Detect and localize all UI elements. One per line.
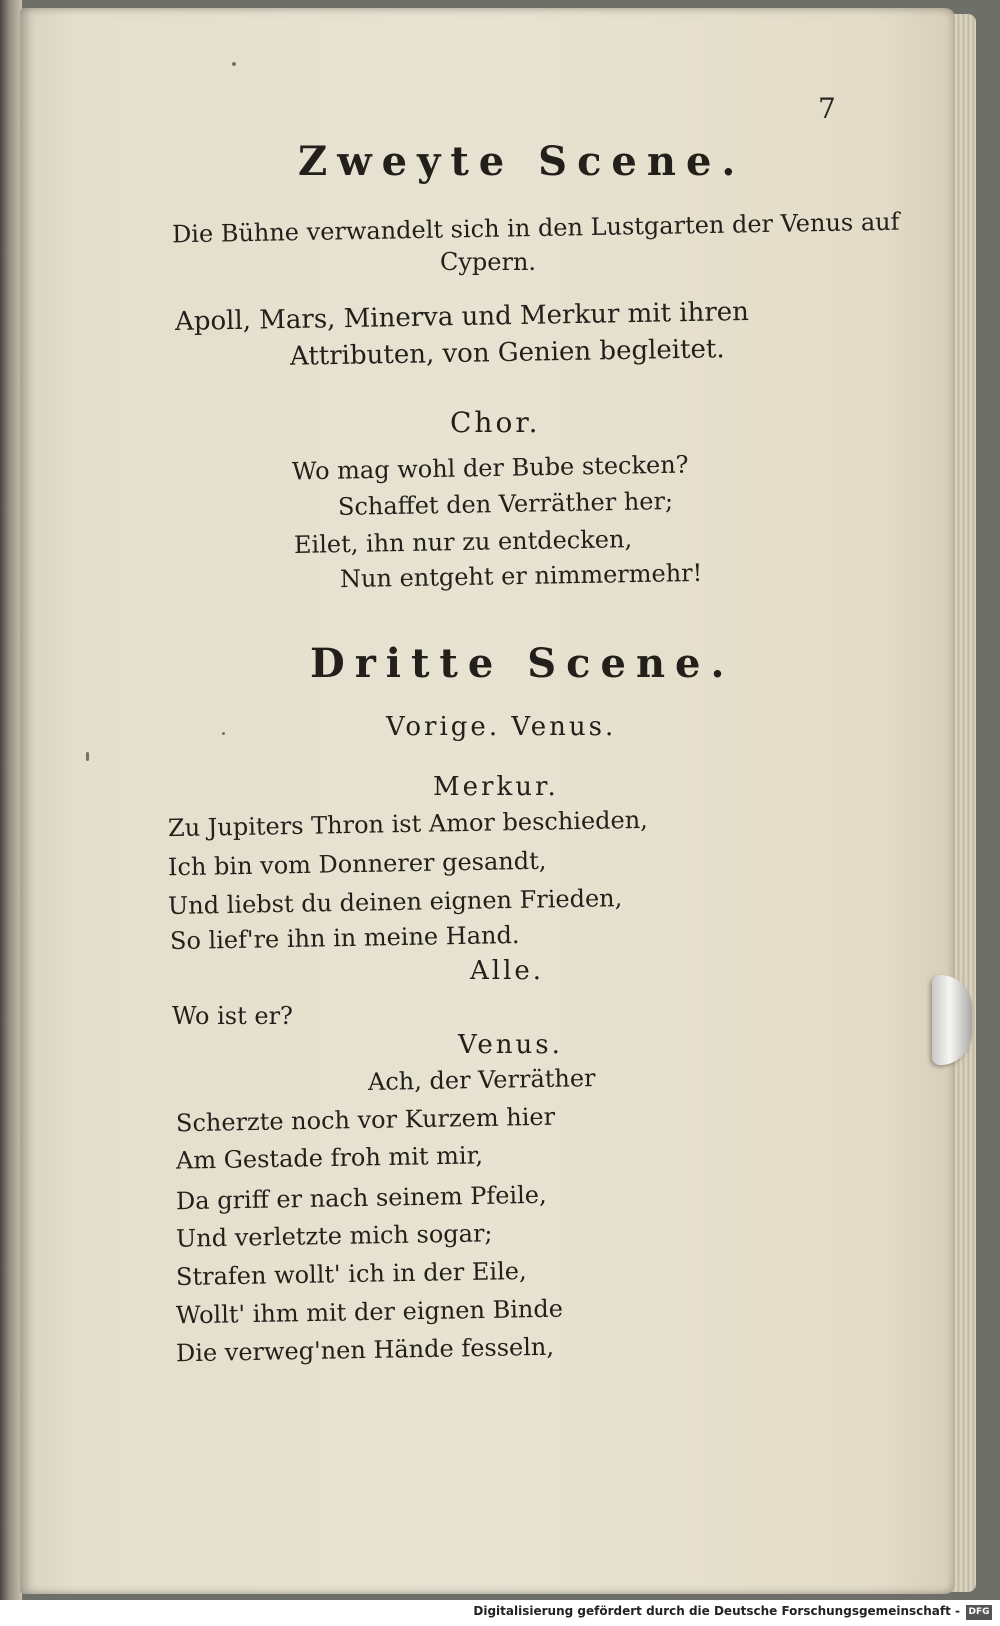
speaker-name: Chor. xyxy=(450,406,541,439)
paper-speck xyxy=(86,752,89,761)
verse-line: Ich bin vom Donnerer gesandt, xyxy=(167,846,547,882)
speaker-name: Alle. xyxy=(470,956,545,986)
character-list: Vorige. Venus. xyxy=(386,712,617,742)
digitization-footer xyxy=(0,1600,1000,1626)
verse-line: Und verletzte mich sogar; xyxy=(175,1219,493,1253)
book-binding-edge xyxy=(0,0,22,1600)
verse-line: Und liebst du deinen eignen Frieden, xyxy=(167,884,623,920)
funding-credit: Digitalisierung gefördert durch die Deutsche Forschungsgemeinschaft - xyxy=(473,1604,960,1618)
verse-line: Schaffet den Verräther her; xyxy=(337,487,674,521)
speaker-name: Merkur. xyxy=(433,772,559,802)
scene-heading: Zweyte Scene. xyxy=(298,138,746,185)
stage-direction: Die Bühne verwandelt sich in den Lustgarten der Venus auf xyxy=(171,207,900,249)
verse-line: Scherzte noch vor Kurzem hier xyxy=(175,1102,556,1138)
verse-line: Nun entgeht er nimmermehr! xyxy=(339,558,703,594)
character-list: Attributen, von Genien begleitet. xyxy=(289,334,725,372)
paper-speck xyxy=(232,62,236,66)
verse-line: Am Gestade froh mit mir, xyxy=(175,1141,484,1175)
verse-line: Wo ist er? xyxy=(172,1002,293,1030)
verse-line: Zu Jupiters Thron ist Amor beschieden, xyxy=(167,805,649,843)
verse-line: So lief're ihn in meine Hand. xyxy=(169,920,520,956)
page-number: 7 xyxy=(818,92,836,125)
verse-line: Wollt' ihm mit der eignen Binde xyxy=(175,1294,564,1330)
verse-line: Strafen wollt' ich in der Eile, xyxy=(175,1256,527,1292)
verse-line: Die verweg'nen Hände fesseln, xyxy=(175,1332,555,1368)
scene-heading: Dritte Scene. xyxy=(310,640,735,687)
dfg-logo: DFG xyxy=(966,1605,992,1620)
stage-direction: Cypern. xyxy=(440,248,537,276)
paper-speck xyxy=(222,732,225,735)
verse-line: Da griff er nach seinem Pfeile, xyxy=(175,1180,547,1216)
verse-line: Eilet, ihn nur zu entdecken, xyxy=(293,525,633,559)
verse-line: Wo mag wohl der Bube stecken? xyxy=(291,450,689,486)
character-list: Apoll, Mars, Minerva und Merkur mit ihren xyxy=(174,296,750,338)
speaker-name: Venus. xyxy=(458,1030,563,1060)
page-clip xyxy=(932,975,972,1065)
verse-line: Ach, der Verräther xyxy=(367,1064,596,1096)
